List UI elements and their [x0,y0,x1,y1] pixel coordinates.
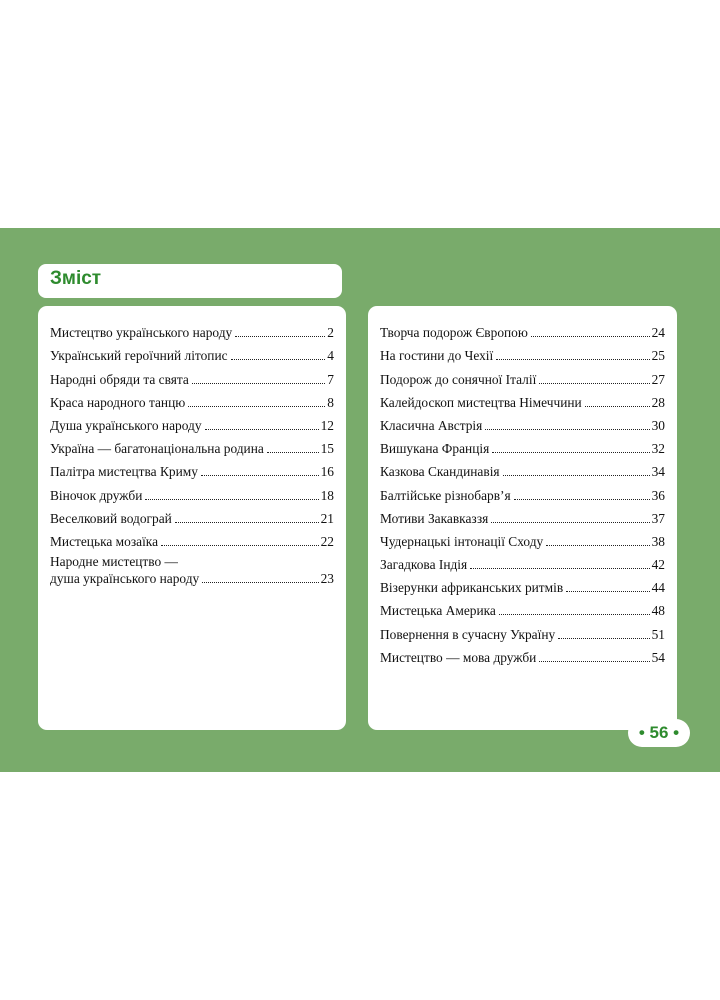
toc-entry[interactable] [380,527,665,550]
toc-entry-page: 8 [327,394,334,410]
toc-entry[interactable] [50,554,334,587]
toc-entry[interactable] [50,504,334,527]
toc-entry-second-line [50,570,334,587]
toc-entry-title: Класична Австрія [380,417,483,433]
toc-entry[interactable] [50,434,334,457]
toc-entry-title: Душа українського народу [50,417,202,433]
toc-entry[interactable] [50,527,334,550]
toc-entry-page: 15 [320,441,334,457]
toc-entry-title: Народні обряди та свята [50,371,189,387]
toc-entry-page: 22 [320,533,334,549]
toc-entry[interactable] [50,480,334,503]
toc-entry[interactable] [380,573,665,596]
dot-leader [188,406,325,407]
dot-leader [201,475,319,476]
toc-entry-page: 51 [651,626,665,642]
toc-entry-title: Віночок дружби [50,487,143,503]
dot-leader [585,406,650,407]
dot-leader [499,614,650,615]
toc-entry-page: 7 [327,371,334,387]
toc-entry-page: 24 [651,325,665,341]
dot-leader [491,522,649,523]
toc-entry-title: Казкова Скандинавія [380,464,500,480]
toc-entry-title: Мистецтво — мова дружби [380,649,537,665]
toc-entry-page: 27 [651,371,665,387]
toc-entry[interactable] [50,457,334,480]
toc-entry-title: Мистецька Америка [380,603,496,619]
toc-entry[interactable] [380,480,665,503]
toc-entry[interactable] [380,434,665,457]
toc-entry-title: Український героїчний літопис [50,348,228,364]
toc-entry-title: Візерунки африканських ритмів [380,580,564,596]
toc-entry-page: 54 [651,649,665,665]
toc-entry-page: 16 [320,464,334,480]
dot-leader [531,336,650,337]
dot-leader [539,661,649,662]
dot-leader [492,452,649,453]
toc-entry-title: Творча подорож Європою [380,325,528,341]
toc-entry[interactable] [50,341,334,364]
toc-entry-page: 44 [651,580,665,596]
toc-entry-title: Загадкова Індія [380,557,468,573]
toc-entry-page: 2 [327,325,334,341]
toc-entry-page: 42 [651,557,665,573]
toc-entry-page: 28 [651,394,665,410]
dot-leader [558,638,649,639]
toc-entry[interactable] [380,318,665,341]
toc-entry[interactable] [50,364,334,387]
toc-entry[interactable] [380,504,665,527]
toc-entry[interactable] [380,388,665,411]
dot-leader [503,475,650,476]
toc-entry-page: 25 [651,348,665,364]
toc-entry-title-line1: Народне мистецтво — [50,553,178,569]
toc-entry[interactable] [50,318,334,341]
toc-entry-page: 18 [320,487,334,503]
toc-entry-page: 21 [320,510,334,526]
dot-leader [514,499,650,500]
dot-leader [267,452,319,453]
toc-entry-title: Балтійське різнобарв’я [380,487,511,503]
dot-leader [175,522,319,523]
toc-entry-title-line2: душа українського народу [50,570,200,586]
toc-entry[interactable] [380,643,665,666]
toc-list-left [50,318,334,587]
toc-entry-title: Повернення в сучасну Україну [380,626,556,642]
toc-entry[interactable] [380,550,665,573]
toc-entry-page: 30 [651,417,665,433]
toc-entry-title: Вишукана Франція [380,441,490,457]
toc-panel-left [38,306,346,730]
toc-entry-page: 36 [651,487,665,503]
toc-entry[interactable] [50,388,334,411]
toc-entry[interactable] [380,596,665,619]
dot-leader [161,545,319,546]
dot-leader [496,359,649,360]
toc-entry[interactable] [380,341,665,364]
dot-leader [231,359,326,360]
toc-entry-title: Чудернацькі інтонації Сходу [380,533,544,549]
toc-entry-title: На гостини до Чехії [380,348,494,364]
toc-entry-title: Палітра мистецтва Криму [50,464,198,480]
dot-leader [470,568,649,569]
page-title: Зміст [50,268,102,289]
toc-entry[interactable] [380,411,665,434]
dot-leader [192,383,325,384]
toc-entry-page: 34 [651,464,665,480]
dot-leader [546,545,649,546]
toc-entry-title: Калейдоскоп мистецтва Німеччини [380,394,582,410]
toc-entry-title: Подорож до сонячної Італії [380,371,537,387]
dot-leader [205,429,319,430]
toc-entry-title: Краса народного танцю [50,394,186,410]
toc-entry[interactable] [380,457,665,480]
dot-leader [485,429,649,430]
dot-leader [566,591,649,592]
toc-entry-page: 4 [327,348,334,364]
toc-entry-page: 32 [651,441,665,457]
toc-entry-page: 12 [320,417,334,433]
toc-entry-title: Мистецтво українського народу [50,325,233,341]
toc-entry-page: 37 [651,510,665,526]
toc-entry-title: Веселковий водограй [50,510,172,526]
page-number-badge: • 56 • [628,719,690,747]
toc-entry[interactable] [50,411,334,434]
toc-entry-title: Україна — багатонаціональна родина [50,441,264,457]
dot-leader [539,383,649,384]
toc-entry-title: Мистецька мозаїка [50,533,159,549]
toc-entry-title: Мотиви Закавказзя [380,510,489,526]
toc-panel-right [368,306,677,730]
toc-entry-page: 23 [320,570,334,586]
title-box [38,264,342,298]
toc-list-right [380,318,665,666]
dot-leader [202,582,318,583]
toc-entry-page: 48 [651,603,665,619]
toc-entry[interactable] [380,364,665,387]
dot-leader [145,499,318,500]
dot-leader [235,336,325,337]
toc-entry[interactable] [380,619,665,642]
toc-entry-page: 38 [651,533,665,549]
